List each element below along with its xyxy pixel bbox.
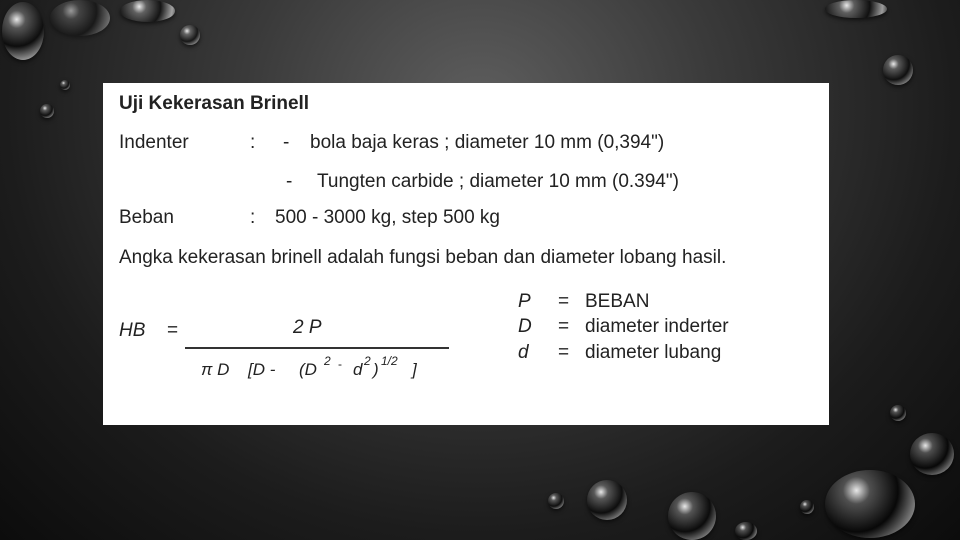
- water-drop-decoration: [883, 55, 913, 85]
- formula-equals: =: [167, 320, 179, 341]
- water-drop-decoration: [2, 2, 44, 60]
- formula-sup-half: 1/2: [381, 354, 398, 368]
- formula-numerator: 2 P: [293, 317, 322, 338]
- legend-symbol-D: D: [518, 316, 532, 337]
- indenter-item-1: bola baja keras ; diameter 10 mm (0,394"): [310, 132, 665, 153]
- water-drop-decoration: [548, 493, 564, 509]
- content-panel: [103, 83, 829, 425]
- formula-sup-2b: 2: [364, 354, 371, 368]
- legend-symbol-d: d: [518, 342, 529, 363]
- legend-eq-p: =: [558, 291, 570, 312]
- water-drop-decoration: [890, 405, 906, 421]
- water-drop-decoration: [910, 433, 954, 475]
- water-drop-decoration: [800, 500, 814, 514]
- indenter-dash-1: -: [283, 132, 290, 153]
- beban-label: Beban: [119, 207, 174, 228]
- formula-denominator-pi-d: π D: [201, 360, 230, 379]
- legend-eq-d: =: [558, 342, 570, 363]
- legend-text-D: diameter inderter: [585, 316, 729, 337]
- beban-colon: :: [250, 207, 256, 228]
- water-drop-decoration: [587, 480, 627, 520]
- formula-close-bracket: ]: [412, 360, 417, 379]
- indenter-item-2: Tungten carbide ; diameter 10 mm (0.394"): [317, 171, 679, 192]
- section-title: Uji Kekerasan Brinell: [119, 93, 310, 114]
- legend-text-p: BEBAN: [585, 291, 650, 312]
- fraction-line: [185, 347, 449, 349]
- formula-denominator-paren: (D: [299, 360, 317, 379]
- legend-eq-D: =: [558, 316, 570, 337]
- legend-symbol-p: P: [518, 291, 531, 312]
- indenter-colon: :: [250, 132, 256, 153]
- indenter-label: Indenter: [119, 132, 189, 153]
- water-drop-decoration: [180, 25, 200, 45]
- formula-denominator-open: [D -: [248, 360, 276, 379]
- water-drop-decoration: [735, 522, 757, 540]
- water-drop-decoration: [120, 0, 175, 22]
- formula-denominator-d: d: [353, 360, 363, 379]
- formula-sup-2a: 2: [324, 354, 331, 368]
- formula-close-paren: ): [373, 360, 379, 379]
- water-drop-decoration: [50, 0, 110, 36]
- beban-value: 500 - 3000 kg, step 500 kg: [275, 207, 500, 228]
- water-drop-decoration: [40, 104, 54, 118]
- water-drop-decoration: [825, 470, 915, 538]
- formula-lhs: HB: [119, 320, 146, 341]
- water-drop-decoration: [825, 0, 887, 18]
- water-drop-decoration: [668, 492, 716, 540]
- description-text: Angka kekerasan brinell adalah fungsi beban dan diameter lobang hasil.: [119, 247, 727, 268]
- formula-minus: -: [338, 357, 342, 371]
- indenter-dash-2: -: [286, 171, 293, 192]
- legend-text-d: diameter lubang: [585, 342, 722, 363]
- water-drop-decoration: [60, 80, 70, 90]
